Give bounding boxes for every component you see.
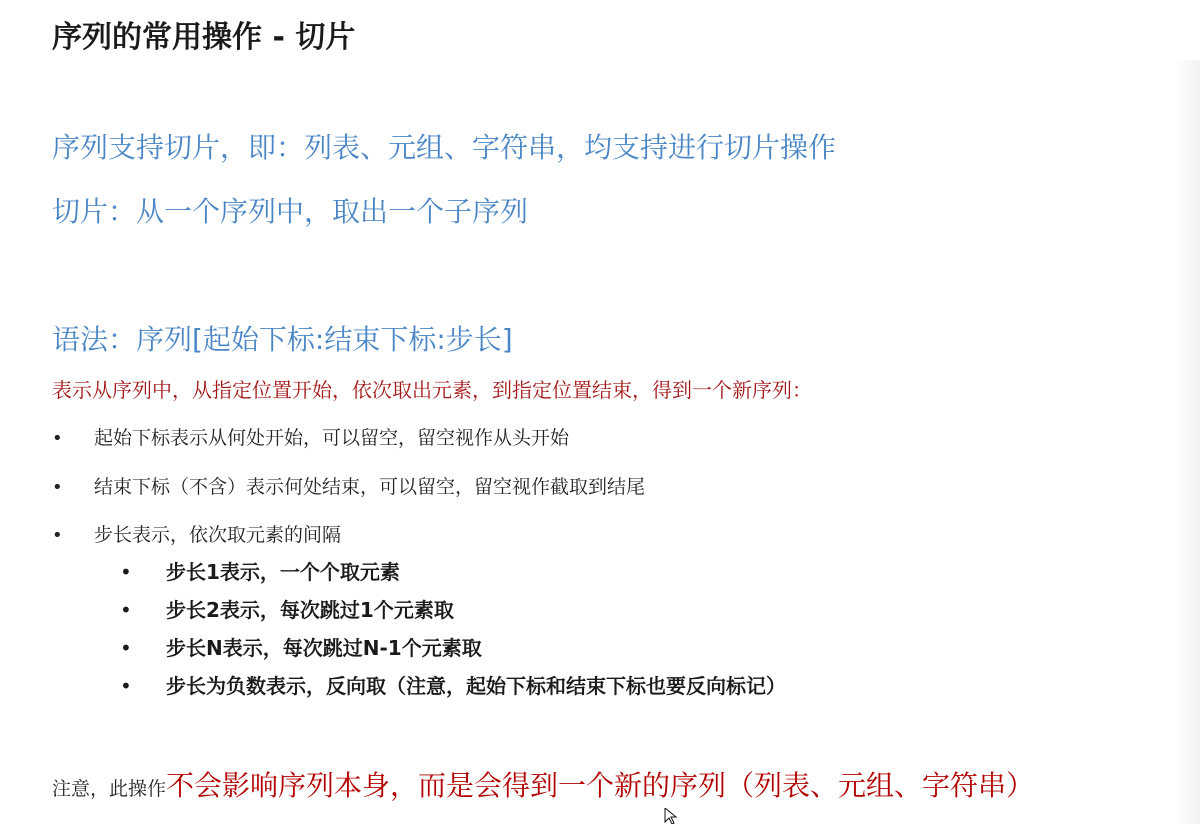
slide-edge-shadow (1176, 60, 1200, 824)
sub-bullet-text: 步长为负数表示，反向取（注意，起始下标和结束下标也要反向标记） (166, 674, 786, 698)
sub-bullet-item (120, 670, 786, 699)
mouse-pointer-icon (664, 808, 680, 824)
sub-bullet-dot: • (120, 636, 132, 660)
bullet-item (52, 423, 569, 450)
syntax-line: 语法：序列[起始下标:结束下标:步长] (52, 323, 513, 356)
sub-bullet-dot: • (120, 560, 132, 584)
bullet-item (52, 472, 645, 499)
bullet-dot: • (52, 428, 63, 449)
sub-bullet-item (120, 556, 400, 585)
intro-line-2: 切片：从一个序列中，取出一个子序列 (52, 195, 529, 228)
bullet-text: 起始下标表示从何处开始，可以留空，留空视作从头开始 (94, 427, 570, 449)
sub-bullet-text: 步长N表示，每次跳过N-1个元素取 (166, 636, 482, 660)
sub-bullet-dot: • (120, 674, 132, 698)
bullet-dot: • (52, 477, 63, 498)
description-line: 表示从序列中，从指定位置开始，依次取出元素，到指定位置结束，得到一个新序列： (52, 378, 812, 402)
bullet-item (52, 520, 341, 547)
sub-bullet-text: 步长2表示，每次跳过1个元素取 (166, 598, 454, 622)
sub-bullet-item (120, 594, 454, 623)
intro-line-1: 序列支持切片，即：列表、元组、字符串，均支持进行切片操作 (52, 131, 837, 164)
note-emphasis: 不会影响序列本身，而是会得到一个新的序列（列表、元组、字符串） (166, 769, 1035, 802)
slide-title: 序列的常用操作 - 切片 (52, 20, 356, 55)
bullet-text: 结束下标（不含）表示何处结束，可以留空，留空视作截取到结尾 (94, 476, 646, 498)
note-prefix: 注意，此操作 (52, 778, 167, 800)
bullet-dot: • (52, 525, 63, 546)
sub-bullet-item (120, 632, 482, 661)
sub-bullet-dot: • (120, 598, 132, 622)
note-line (52, 764, 1034, 804)
bullet-text: 步长表示，依次取元素的间隔 (94, 524, 342, 546)
sub-bullet-text: 步长1表示，一个个取元素 (166, 560, 400, 584)
